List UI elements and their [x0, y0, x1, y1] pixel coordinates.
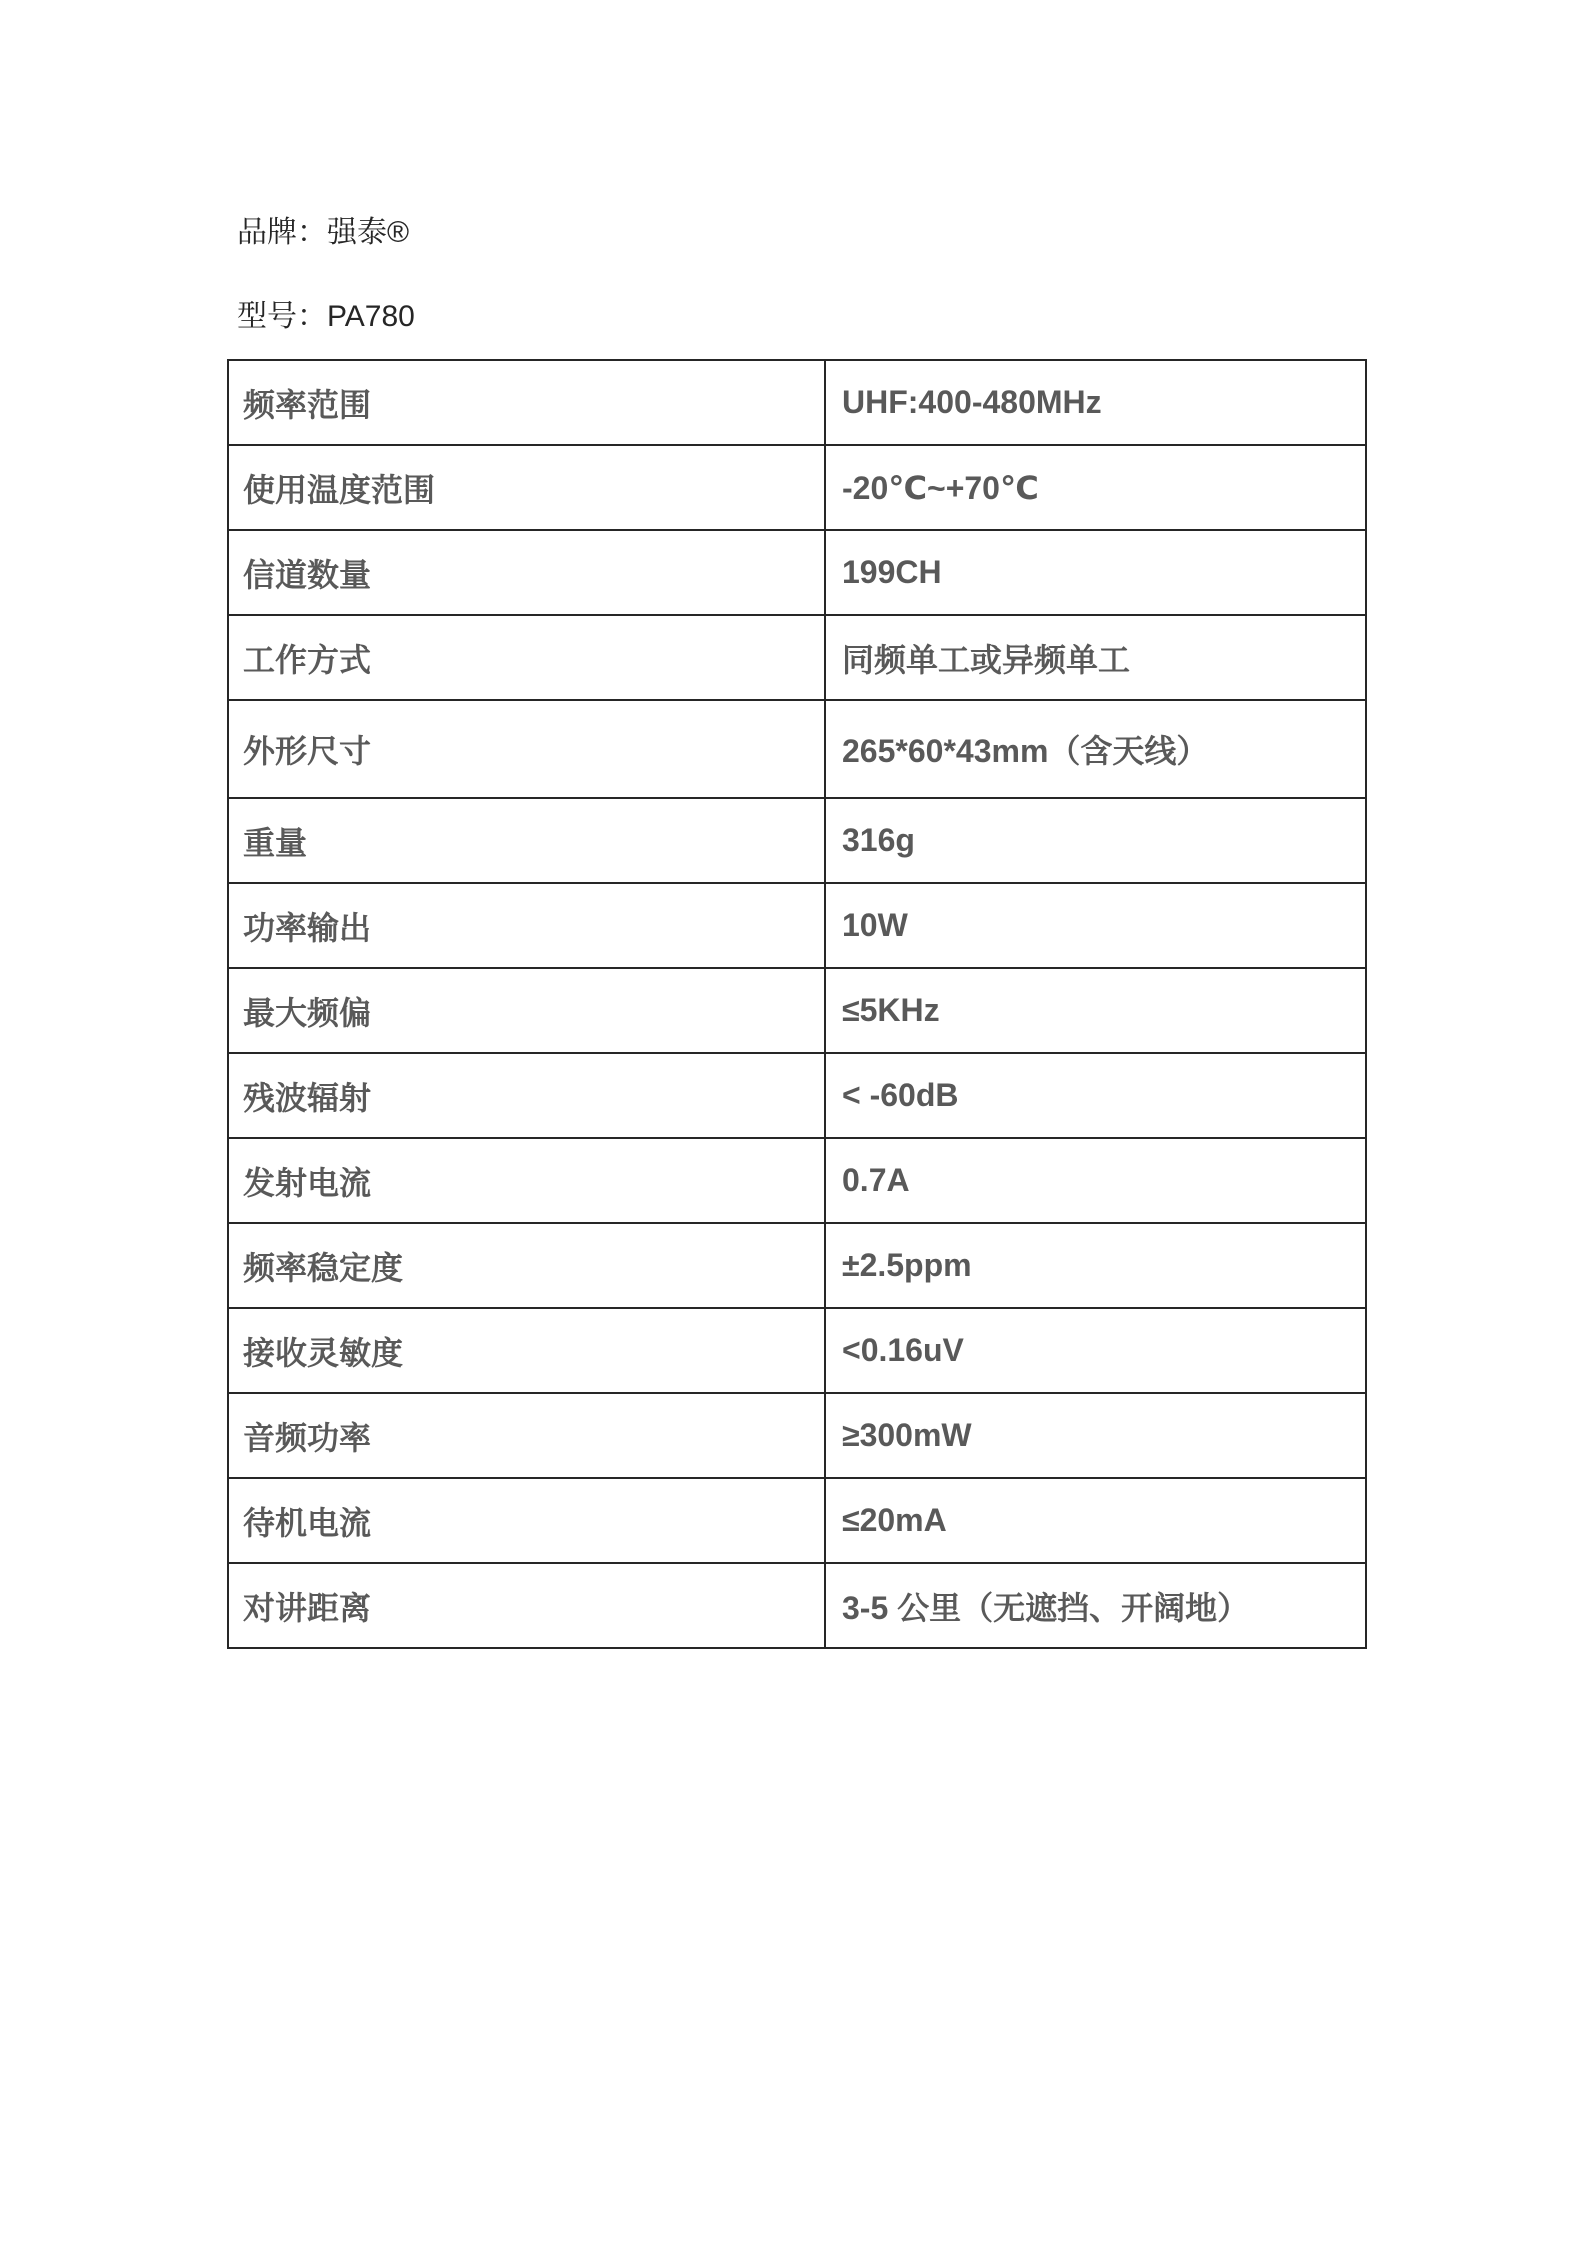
- spec-row: [228, 883, 1366, 968]
- spec-value-cell: < -60dB: [825, 1053, 1366, 1138]
- spec-value-cell: ±2.5ppm: [825, 1223, 1366, 1308]
- spec-row: [228, 798, 1366, 883]
- spec-row: [228, 1478, 1366, 1563]
- spec-label-cell: 频率范围: [228, 360, 825, 445]
- spec-label-cell: 功率输出: [228, 883, 825, 968]
- spec-row: [228, 700, 1366, 798]
- spec-label-cell: 频率稳定度: [228, 1223, 825, 1308]
- spec-label-cell: 残波辐射: [228, 1053, 825, 1138]
- brand-line: 品牌：强泰®: [237, 216, 410, 249]
- spec-value-cell: -20℃~+70℃: [825, 445, 1366, 530]
- spec-row: [228, 360, 1366, 445]
- spec-value-cell: 同频单工或异频单工: [825, 615, 1366, 700]
- spec-value-cell: 0.7A: [825, 1138, 1366, 1223]
- spec-label-cell: 外形尺寸: [228, 700, 825, 798]
- spec-label-cell: 使用温度范围: [228, 445, 825, 530]
- spec-row: [228, 1563, 1366, 1648]
- spec-value-cell: UHF:400-480MHz: [825, 360, 1366, 445]
- spec-label-cell: 对讲距离: [228, 1563, 825, 1648]
- spec-label-cell: 重量: [228, 798, 825, 883]
- spec-label-cell: 接收灵敏度: [228, 1308, 825, 1393]
- spec-label-cell: 工作方式: [228, 615, 825, 700]
- spec-value-cell: 265*60*43mm（含天线）: [825, 700, 1366, 798]
- spec-row: [228, 1053, 1366, 1138]
- spec-row: [228, 530, 1366, 615]
- spec-label-cell: 最大频偏: [228, 968, 825, 1053]
- spec-label-cell: 发射电流: [228, 1138, 825, 1223]
- spec-row: [228, 615, 1366, 700]
- spec-row: [228, 1308, 1366, 1393]
- spec-value-cell: 3-5 公里（无遮挡、开阔地）: [825, 1563, 1366, 1648]
- spec-label-cell: 信道数量: [228, 530, 825, 615]
- spec-table-body: [228, 360, 1366, 1648]
- spec-label-cell: 待机电流: [228, 1478, 825, 1563]
- spec-value-cell: 10W: [825, 883, 1366, 968]
- spec-value-cell: 199CH: [825, 530, 1366, 615]
- spec-row: [228, 1393, 1366, 1478]
- spec-row: [228, 1223, 1366, 1308]
- spec-value-cell: ≥300mW: [825, 1393, 1366, 1478]
- model-line: 型号：PA780: [237, 300, 415, 333]
- spec-value-cell: ≤5KHz: [825, 968, 1366, 1053]
- spec-label-cell: 音频功率: [228, 1393, 825, 1478]
- spec-table: [227, 359, 1367, 1649]
- spec-row: [228, 968, 1366, 1053]
- spec-value-cell: ≤20mA: [825, 1478, 1366, 1563]
- spec-row: [228, 1138, 1366, 1223]
- spec-value-cell: <0.16uV: [825, 1308, 1366, 1393]
- spec-value-cell: 316g: [825, 798, 1366, 883]
- spec-row: [228, 445, 1366, 530]
